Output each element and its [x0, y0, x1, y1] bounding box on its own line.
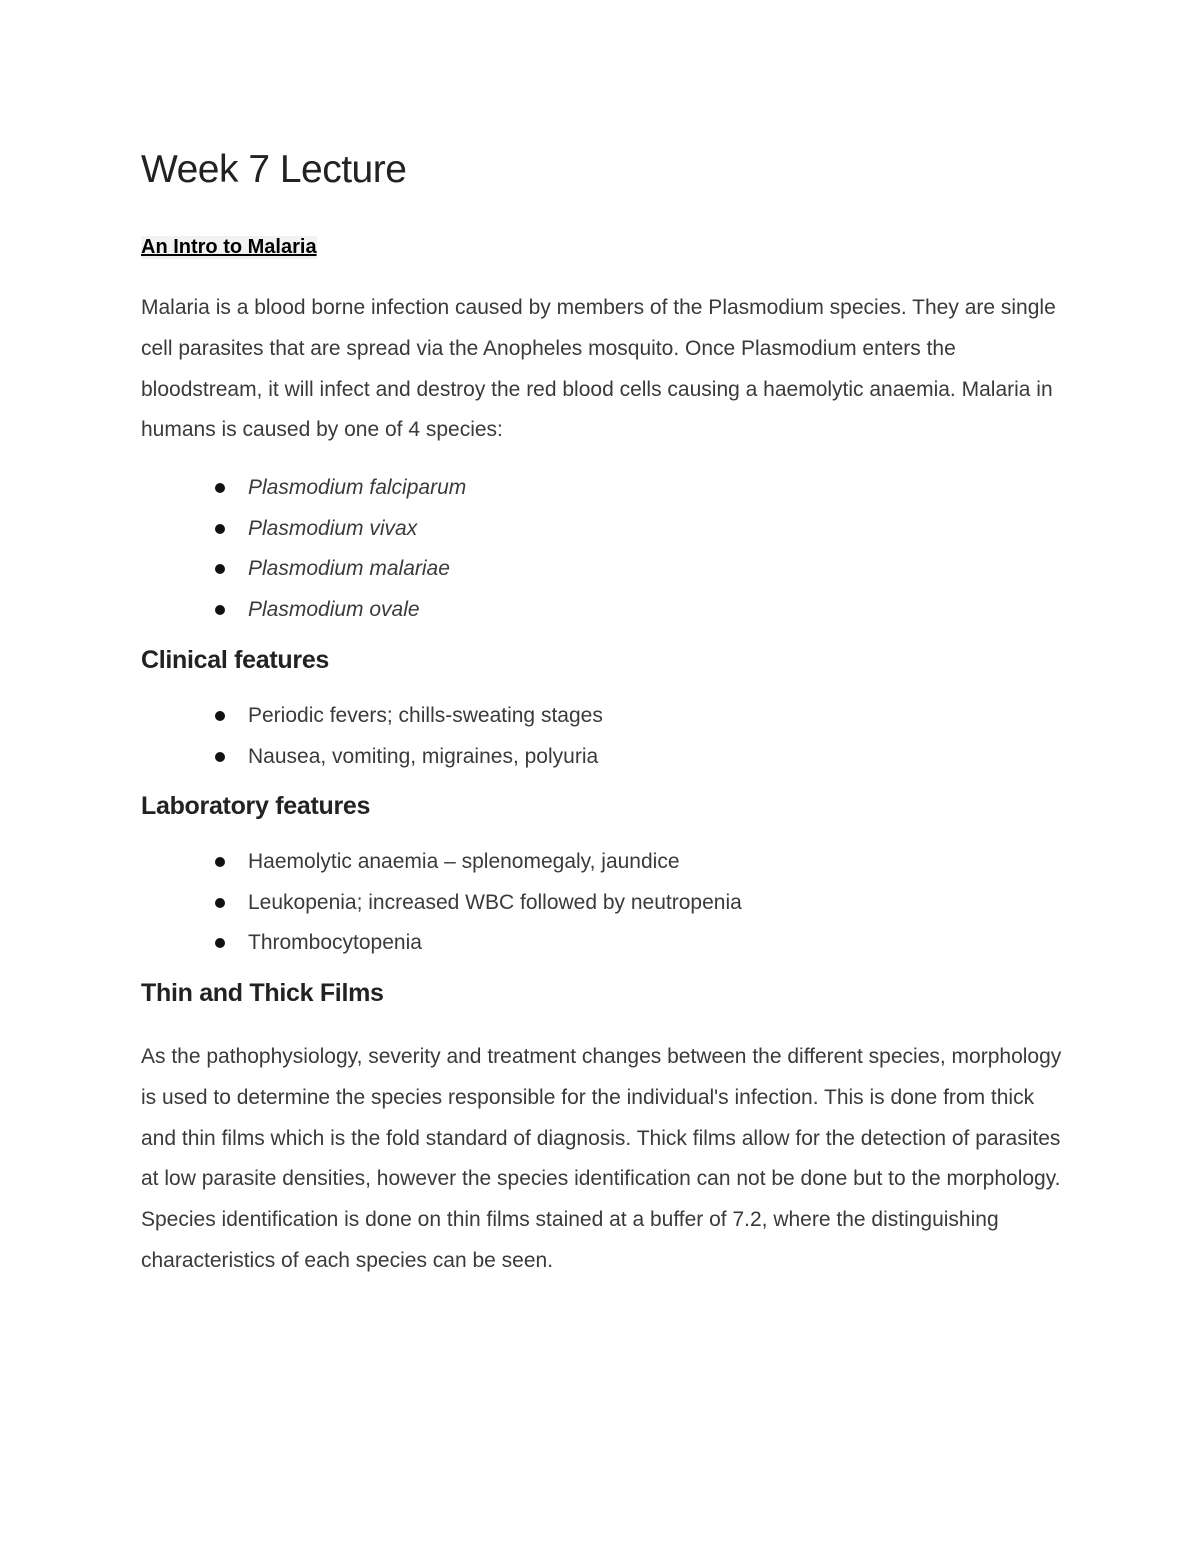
clinical-features-heading: Clinical features: [141, 646, 330, 674]
bullet-icon: [215, 711, 225, 721]
bullet-icon: [215, 752, 225, 762]
list-item: Plasmodium malariae: [141, 549, 466, 590]
intro-paragraph: Malaria is a blood borne infection caused by members of the Plasmodium species. They are single cell parasites that are spread via the Anopheles mosquito. Once Plasmodium enters the bloodstream, it will infect and destroy the red blood cells causing a haemolytic anaemia. Malaria in humans is caused by one of 4 species:: [141, 296, 1056, 442]
laboratory-features-heading: Laboratory features: [141, 792, 371, 820]
species-list: [141, 468, 466, 630]
bullet-icon: [215, 898, 225, 908]
bullet-icon: [215, 938, 225, 948]
list-item: Plasmodium vivax: [141, 509, 466, 550]
bullet-icon: [215, 564, 225, 574]
bullet-icon: [215, 524, 225, 534]
bullet-icon: [215, 483, 225, 493]
list-item: Leukopenia; increased WBC followed by neutropenia: [141, 883, 742, 924]
films-paragraph: As the pathophysiology, severity and treatment changes between the different species, morphology is used to determine the species responsible for the individual's infection. This is done from thick and thin films which is the fold standard of diagnosis. Thick films allow for the detection of parasites at low parasite densities, however the species identification can not be done but to the morphology. Species identification is done on thin films stained at a buffer of 7.2, where the distinguishing characteristics of each species can be seen.: [141, 1045, 1062, 1272]
bullet-icon: [215, 605, 225, 615]
laboratory-features-list: [141, 842, 742, 964]
intro-heading: An Intro to Malaria: [141, 236, 317, 258]
thin-thick-films-heading: Thin and Thick Films: [141, 979, 384, 1007]
list-item: Plasmodium falciparum: [141, 468, 466, 509]
list-item: Nausea, vomiting, migraines, polyuria: [141, 737, 603, 778]
bullet-icon: [215, 857, 225, 867]
document-title: Week 7 Lecture: [141, 148, 407, 191]
list-item: Thrombocytopenia: [141, 923, 742, 964]
clinical-features-list: [141, 696, 603, 777]
list-item: Plasmodium ovale: [141, 590, 466, 631]
list-item: Periodic fevers; chills-sweating stages: [141, 696, 603, 737]
list-item: Haemolytic anaemia – splenomegaly, jaundice: [141, 842, 742, 883]
